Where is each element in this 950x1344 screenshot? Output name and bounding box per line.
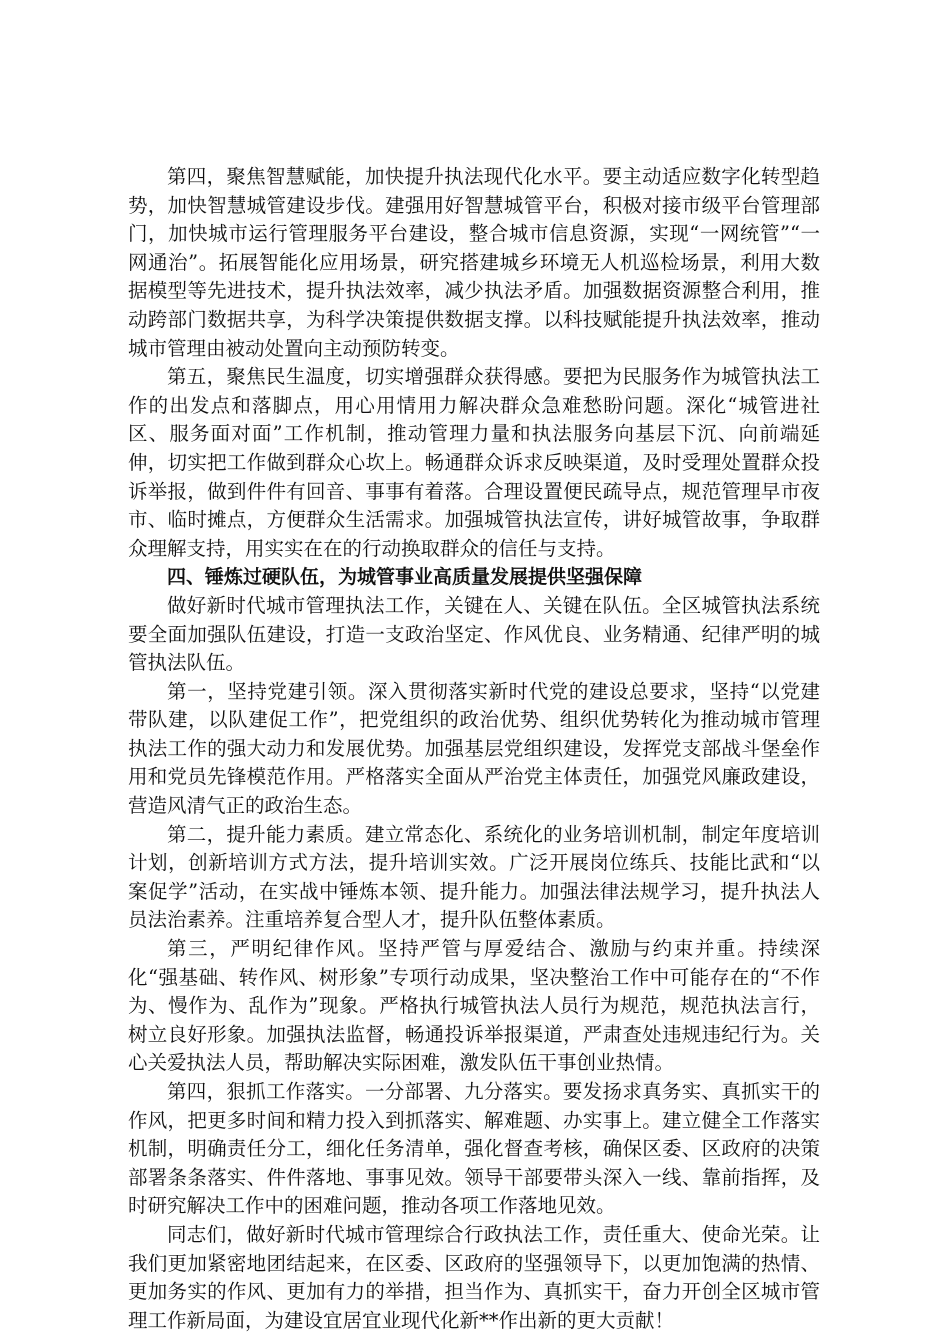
paragraph-first-party: 第一，坚持党建引领。深入贯彻落实新时代党的建设总要求，坚持“以党建带队建，以队建促工作”，把党组织的政治优势、组织优势转化为推动城市管理执法工作的强大动力和发展优势。加强基层党组织建设，发挥党支部战斗堡垒作用和党员先锋模范作用。严格落实全面从严治党主体责任，加强党风廉政建设，营造风清气正的政治生态。 bbox=[128, 679, 820, 818]
paragraph-fourth-smart: 第四，聚焦智慧赋能，加快提升执法现代化水平。要主动适应数字化转型趋势，加快智慧城管建设步伐。建强用好智慧城管平台，积极对接市级平台管理部门，加快城市运行管理服务平台建设，整合城市信息资源，实现“一网统管”“一网通治”。拓展智能化应用场景，研究搭建城乡环境无人机巡检场景，利用大数据模型等先进技术，提升执法效率，减少执法矛盾。加强数据资源整合利用，推动跨部门数据共享，为科学决策提供数据支撑。以科技赋能提升执法效率，推动城市管理由被动处置向主动预防转变。 bbox=[128, 165, 820, 360]
section-heading-four: 四、锤炼过硬队伍，为城管事业高质量发展提供坚强保障 bbox=[167, 566, 643, 589]
paragraph-fourth-implementation: 第四，狠抓工作落实。一分部署、九分落实。要发扬求真务实、真抓实干的作风，把更多时间和精力投入到抓落实、解难题、办实事上。建立健全工作落实机制，明确责任分工，细化任务清单，强化督查考核，确保区委、区政府的决策部署条条落实、件件落地、事事见效。领导干部要带头深入一线、靠前指挥，及时研究解决工作中的困难问题，推动各项工作落地见效。 bbox=[128, 1080, 820, 1218]
document-page bbox=[128, 163, 820, 1335]
paragraph-third-discipline: 第三，严明纪律作风。坚持严管与厚爱结合、激励与约束并重。持续深化“强基础、转作风、树形象”专项行动成果，坚决整治工作中可能存在的“不作为、慢作为、乱作为”现象。严格执行城管执法人员行为规范，规范执法言行，树立良好形象。加强执法监督，畅通投诉举报渠道，严肃查处违规违纪行为。关心关爱执法人员，帮助解决实际困难，激发队伍干事创业热情。 bbox=[128, 937, 820, 1075]
paragraph-closing: 同志们，做好新时代城市管理综合行政执法工作，责任重大、使命光荣。让我们更加紧密地团结起来，在区委、区政府的坚强领导下，以更加饱满的热情、更加务实的作风、更加有力的举措，担当作为、真抓实干，奋力开创全区城市管理工作新局面，为建设宜居宜业现代化新**作出新的更大贡献！ bbox=[128, 1222, 820, 1332]
paragraph-team-intro: 做好新时代城市管理执法工作，关键在人、关键在队伍。全区城管执法系统要全面加强队伍建设，打造一支政治坚定、作风优良、业务精通、纪律严明的城管执法队伍。 bbox=[128, 593, 820, 675]
paragraph-second-ability: 第二，提升能力素质。建立常态化、系统化的业务培训机制，制定年度培训计划，创新培训方式方法，提升培训实效。广泛开展岗位练兵、技能比武和“以案促学”活动，在实战中锤炼本领、提升能力。加强法律法规学习，提升执法人员法治素养。注重培养复合型人才，提升队伍整体素质。 bbox=[128, 822, 820, 932]
paragraph-fifth-livelihood: 第五，聚焦民生温度，切实增强群众获得感。要把为民服务作为城管执法工作的出发点和落脚点，用心用情用力解决群众急难愁盼问题。深化“城管进社区、服务面对面”工作机制，推动管理力量和执法服务向基层下沉、向前端延伸，切实把工作做到群众心坎上。畅通群众诉求反映渠道，及时受理处置群众投诉举报，做到件件有回音、事事有着落。合理设置便民疏导点，规范管理早市夜市、临时摊点，方便群众生活需求。加强城管执法宣传，讲好城管故事，争取群众理解支持，用实实在在的行动换取群众的信任与支持。 bbox=[128, 365, 820, 560]
